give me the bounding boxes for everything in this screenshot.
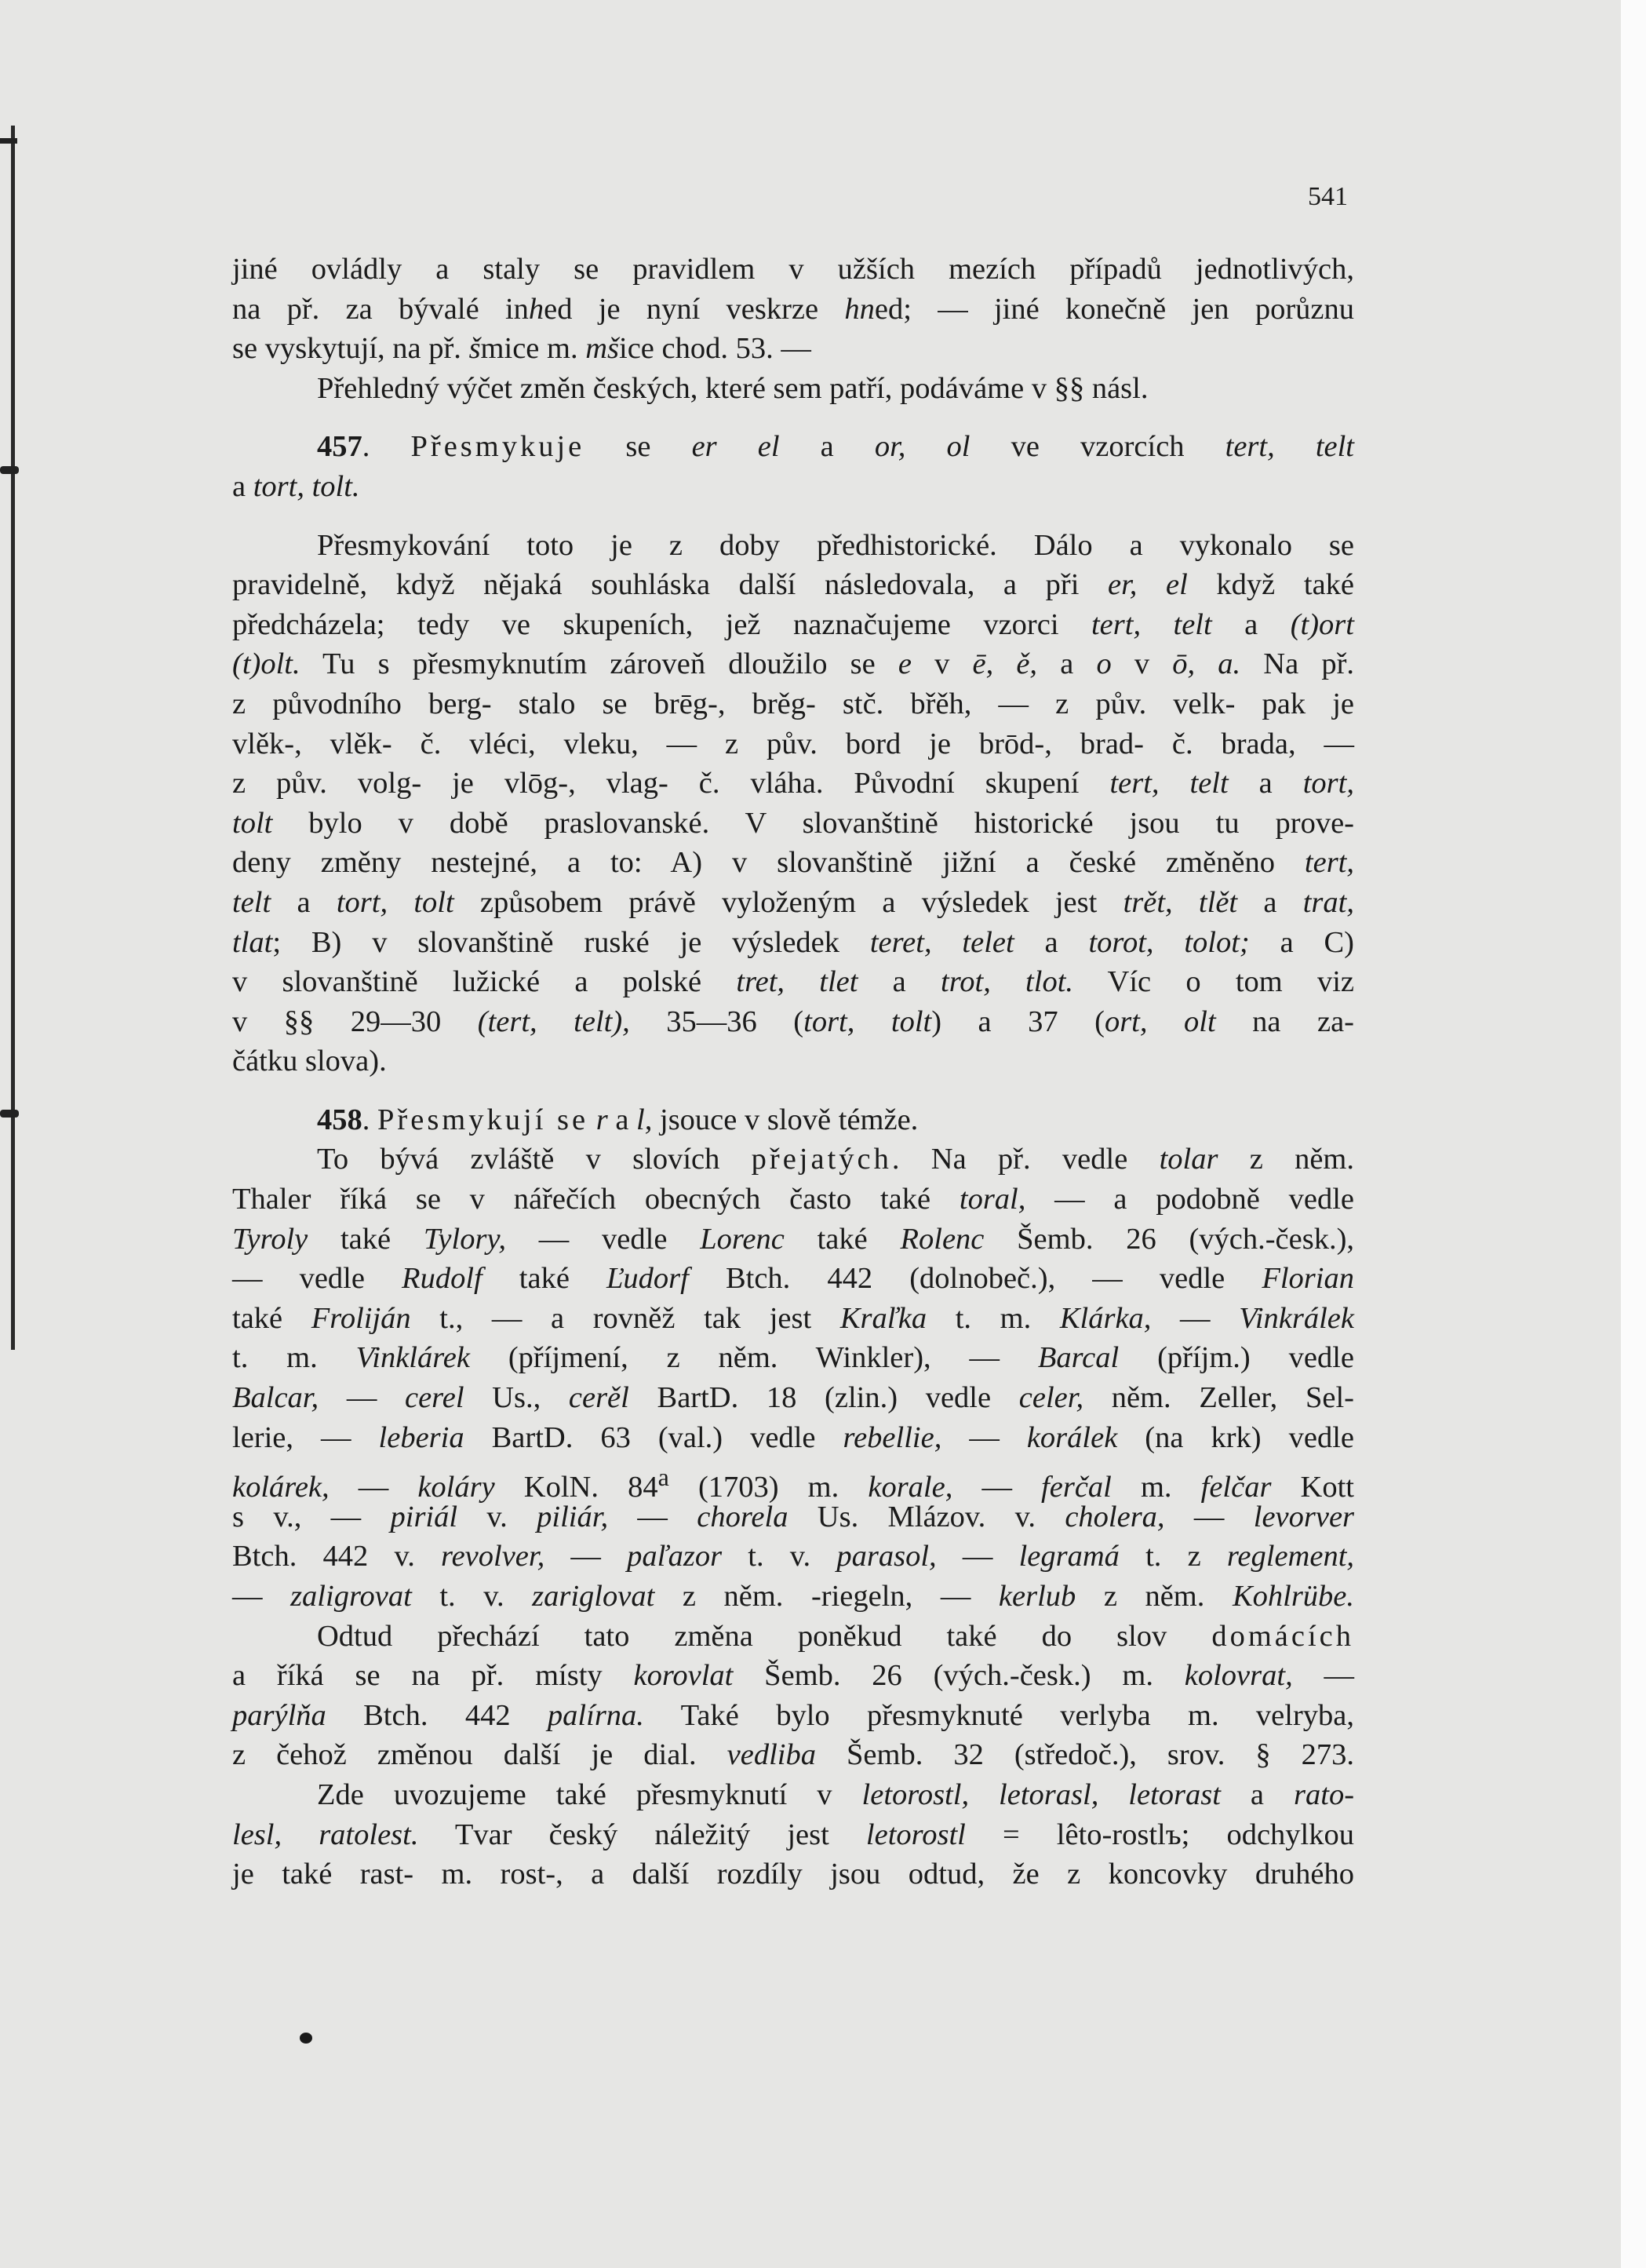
italic-term: rebellie, bbox=[843, 1420, 942, 1454]
italic-term: Barcal bbox=[1037, 1341, 1120, 1375]
italic-term: telt bbox=[232, 885, 271, 919]
spaced-term: Přesmykují se bbox=[377, 1103, 589, 1136]
text-line: Přesmykování toto je z doby předhistorické. Dálo a vykonalo se bbox=[317, 528, 1354, 562]
italic-term: o bbox=[1096, 647, 1112, 681]
italic-term: Froliján bbox=[311, 1301, 411, 1335]
italic-term: chorela bbox=[697, 1500, 788, 1533]
italic-term: leberia bbox=[378, 1420, 464, 1454]
italic-term: tolt bbox=[232, 806, 273, 840]
italic-term: Kohlrübe. bbox=[1232, 1580, 1355, 1613]
text-line: lerie, — leberia BartD. 63 (val.) vedle rebellie, — korálek (na krk) vedle bbox=[232, 1420, 1354, 1454]
text-line: jiné ovládly a staly se pravidlem v užších mezích případů jednotlivých, bbox=[232, 253, 1354, 286]
spaced-term: Přesmykuje bbox=[410, 430, 585, 464]
italic-term: korovlat bbox=[633, 1659, 734, 1693]
text-line: tlat; B) v slovanštině ruské je výsledek teret, telet a torot, tolot; a C) bbox=[232, 925, 1354, 959]
italic-term: tlat bbox=[232, 925, 273, 959]
italic-term: or, ol bbox=[874, 430, 970, 464]
text-line: Přehledný výčet změn českých, které sem patří, podáváme v §§ násl. bbox=[317, 371, 1149, 405]
page-number: 541 bbox=[1308, 182, 1348, 211]
italic-term: legramá bbox=[1018, 1540, 1120, 1573]
italic-term: trět, tlět bbox=[1123, 885, 1238, 919]
text-line: Tyroly také Tylory, — vedle Lorenc také Rolenc Šemb. 26 (vých.-česk.), bbox=[232, 1222, 1355, 1256]
italic-term: trot, tlot. bbox=[941, 965, 1074, 999]
italic-term: Rolenc bbox=[900, 1222, 985, 1256]
italic-term: trat, bbox=[1302, 885, 1354, 919]
italic-term: tert, telt bbox=[1109, 767, 1229, 800]
italic-term: e bbox=[898, 647, 912, 681]
body-text bbox=[232, 250, 1354, 1894]
italic-term: (tert, telt), bbox=[477, 1005, 630, 1038]
text-line: také Froliján t., — a rovněž tak jest Kraľka t. m. Klárka, — Vinkrálek bbox=[232, 1301, 1354, 1335]
italic-term: zaligrovat bbox=[290, 1580, 412, 1613]
italic-term: mš bbox=[585, 332, 619, 366]
italic-term: Florian bbox=[1262, 1262, 1354, 1296]
italic-term: ē, ě, bbox=[972, 647, 1038, 681]
text-line: Zde uvozujeme také přesmyknutí v letorostl, letorasl, letorast a rato- bbox=[317, 1778, 1355, 1811]
italic-term: h bbox=[528, 292, 544, 326]
italic-term: parýlňa bbox=[232, 1698, 326, 1732]
binding-mark bbox=[0, 138, 17, 144]
italic-term: er, el bbox=[1108, 568, 1188, 602]
italic-term: Klárka, bbox=[1059, 1301, 1152, 1335]
italic-term: zariglovat bbox=[532, 1580, 655, 1613]
italic-term: Kraľka bbox=[839, 1301, 927, 1335]
italic-term: korálek bbox=[1026, 1420, 1118, 1454]
italic-term: tort, tolt bbox=[336, 885, 454, 919]
binding-mark bbox=[0, 1110, 19, 1118]
italic-term: parasol, bbox=[836, 1540, 937, 1573]
italic-term: Vinklárek bbox=[355, 1341, 470, 1375]
italic-term: tort, tolt bbox=[803, 1005, 932, 1038]
italic-term: felčar bbox=[1200, 1471, 1272, 1504]
section-heading-457: 457. Přesmykuje se er el a or, ol ve vzorcích tert, telt bbox=[317, 430, 1355, 464]
text-line: vlěk-, vlěk- č. vléci, vleku, — z pův. bord je brōd-, brad- č. brada, — bbox=[232, 727, 1354, 760]
text-line: To bývá zvláště v slovích přejatých. Na př. vedle tolar z něm. bbox=[317, 1143, 1354, 1176]
text-line: v §§ 29—30 (tert, telt), 35—36 (tort, tolt) a 37 (ort, olt na za- bbox=[232, 1005, 1354, 1038]
italic-term: revolver, bbox=[441, 1540, 545, 1573]
text-line: čátku slova). bbox=[232, 1045, 387, 1078]
italic-term: tort, tolt. bbox=[253, 469, 360, 503]
italic-term: ort, olt bbox=[1104, 1005, 1216, 1038]
italic-term: celer, bbox=[1018, 1381, 1084, 1415]
italic-term: hn bbox=[844, 292, 875, 326]
italic-term: palírna. bbox=[547, 1698, 644, 1732]
spaced-term: domácích bbox=[1211, 1619, 1354, 1653]
italic-term: lesl, ratolest. bbox=[232, 1818, 419, 1851]
italic-term: ferčal bbox=[1041, 1471, 1112, 1504]
text-line: v slovanštině lužické a polské tret, tlet a trot, tlot. Víc o tom viz bbox=[232, 965, 1354, 999]
italic-term: cerěl bbox=[568, 1381, 629, 1415]
italic-term: Vinkrálek bbox=[1239, 1301, 1354, 1335]
italic-term: reglement, bbox=[1226, 1540, 1355, 1573]
superscript: a bbox=[657, 1463, 669, 1492]
text-line: je také rast- m. rost-, a další rozdíly jsou odtud, že z koncovky druhého bbox=[232, 1858, 1354, 1891]
text-line: lesl, ratolest. Tvar český náležitý jest letorostl = lêto-rostlъ; odchylkou bbox=[232, 1818, 1354, 1851]
italic-term: tolar bbox=[1159, 1143, 1218, 1176]
italic-term: cerel bbox=[405, 1381, 464, 1415]
text-line: parýlňa Btch. 442 palírna. Také bylo přesmyknuté verlyba m. velryba, bbox=[232, 1698, 1354, 1732]
text-line: Thaler říká se v nářečích obecných často také toral, — a podobně vedle bbox=[232, 1183, 1354, 1216]
section-heading-458: 458. Přesmykují se r a l, jsouce v slově témže. bbox=[317, 1103, 919, 1136]
italic-term: paľazor bbox=[627, 1540, 723, 1573]
text-line: tolt bylo v době praslovanské. V slovanštině historické jsou tu prove- bbox=[232, 806, 1354, 840]
italic-term: vedliba bbox=[726, 1738, 816, 1772]
italic-term: (t)olt. bbox=[232, 647, 300, 681]
italic-term: Balcar, bbox=[232, 1381, 319, 1415]
text-line: (t)olt. Tu s přesmyknutím zároveň dloužilo se e v ē, ě, a o v ō, a. Na př. bbox=[232, 647, 1355, 681]
italic-term: Lorenc bbox=[700, 1222, 785, 1256]
text-line: t. m. Vinklárek (příjmení, z něm. Winkler), — Barcal (příjm.) vedle bbox=[232, 1341, 1354, 1375]
italic-term: Ľudorf bbox=[606, 1262, 689, 1296]
italic-term: letorostl, letorasl, letorast bbox=[861, 1778, 1221, 1811]
text-line: telt a tort, tolt způsobem právě vyloženým a výsledek jest trět, tlět a trat, bbox=[232, 885, 1354, 919]
italic-term: r bbox=[595, 1103, 608, 1136]
italic-term: ō, a. bbox=[1172, 647, 1241, 681]
italic-term: Rudolf bbox=[402, 1262, 483, 1296]
section-number: 457 bbox=[317, 430, 362, 464]
italic-term: (t)ort bbox=[1290, 607, 1354, 641]
text-line: a tort, tolt. bbox=[232, 469, 360, 503]
scan-margin bbox=[1621, 0, 1646, 2268]
text-line: a říká se na př. místy korovlat Šemb. 26 (vých.-česk.) m. kolovrat, — bbox=[232, 1659, 1355, 1693]
italic-term: koláry bbox=[417, 1471, 495, 1504]
section-number: 458 bbox=[317, 1103, 362, 1136]
italic-term: cholera, bbox=[1065, 1500, 1165, 1533]
italic-term: l, bbox=[636, 1103, 653, 1136]
italic-term: tret, tlet bbox=[736, 965, 858, 999]
italic-term: Tyroly bbox=[232, 1222, 308, 1256]
text-line: z pův. volg- je vlōg-, vlag- č. vláha. Původní skupení tert, telt a tort, bbox=[232, 767, 1354, 800]
text-line: — vedle Rudolf také Ľudorf Btch. 442 (dolnobeč.), — vedle Florian bbox=[232, 1262, 1354, 1296]
binding-edge bbox=[11, 126, 15, 1350]
text-line: deny změny nestejné, a to: A) v slovanštině jižní a české změněno tert, bbox=[232, 846, 1354, 880]
text-line: — zaligrovat t. v. zariglovat z něm. -riegeln, — kerlub z něm. Kohlrübe. bbox=[232, 1580, 1355, 1613]
text-line: s v., — piriál v. piliár, — chorela Us. Mlázov. v. cholera, — levorver bbox=[232, 1500, 1355, 1533]
spaced-term: přejatých bbox=[751, 1143, 892, 1176]
italic-term: tert, bbox=[1304, 846, 1354, 880]
italic-term: rato- bbox=[1294, 1778, 1355, 1811]
text-line: Balcar, — cerel Us., cerěl BartD. 18 (zlin.) vedle celer, něm. Zeller, Sel- bbox=[232, 1381, 1354, 1415]
text-line: Btch. 442 v. revolver, — paľazor t. v. parasol, — legramá t. z reglement, bbox=[232, 1540, 1355, 1573]
ink-blot bbox=[300, 2033, 312, 2044]
text-line: z původního berg- stalo se brēg-, brěg- stč. břěh, — z pův. velk- pak je bbox=[232, 687, 1354, 720]
italic-term: teret, telet bbox=[869, 925, 1014, 959]
italic-term: levorver bbox=[1253, 1500, 1355, 1533]
text-line: z čehož změnou další je dial. vedliba Šemb. 32 (středoč.), srov. § 273. bbox=[232, 1738, 1354, 1772]
italic-term: Tylory, bbox=[423, 1222, 507, 1256]
italic-term: tert, telt bbox=[1091, 607, 1212, 641]
italic-term: piriál bbox=[390, 1500, 458, 1533]
italic-term: er el bbox=[691, 430, 780, 464]
italic-term: piliár, bbox=[537, 1500, 609, 1533]
text-line: pravidelně, když nějaká souhláska další následovala, a při er, el když také bbox=[232, 568, 1354, 602]
italic-term: tert, telt bbox=[1225, 430, 1355, 464]
italic-term: letorostl bbox=[865, 1818, 966, 1851]
text-line: se vyskytují, na př. šmice m. mšice chod. 53. — bbox=[232, 332, 811, 366]
italic-term: š bbox=[468, 332, 481, 366]
italic-term: kolárek, bbox=[232, 1471, 330, 1504]
text-line: na př. za bývalé inhed je nyní veskrze hned; — jiné konečně jen porůznu bbox=[232, 292, 1354, 326]
italic-term: kolovrat, bbox=[1184, 1659, 1293, 1693]
binding-mark bbox=[0, 466, 19, 474]
text-line: kolárek, — koláry KolN. 84$^a$ (1703) m. korale, — ferčal m. felčar Kott bbox=[232, 1463, 1355, 1504]
italic-term: korale, bbox=[868, 1471, 953, 1504]
text-line: Odtud přechází tato změna poněkud také do slov domácích bbox=[317, 1619, 1354, 1653]
italic-term: kerlub bbox=[998, 1580, 1076, 1613]
italic-term: torot, tolot; bbox=[1088, 925, 1250, 959]
text-line: předcházela; tedy ve skupeních, jež naznačujeme vzorci tert, telt a (t)ort bbox=[232, 607, 1354, 641]
italic-term: tort, bbox=[1302, 767, 1354, 800]
italic-term: toral, bbox=[959, 1183, 1026, 1216]
